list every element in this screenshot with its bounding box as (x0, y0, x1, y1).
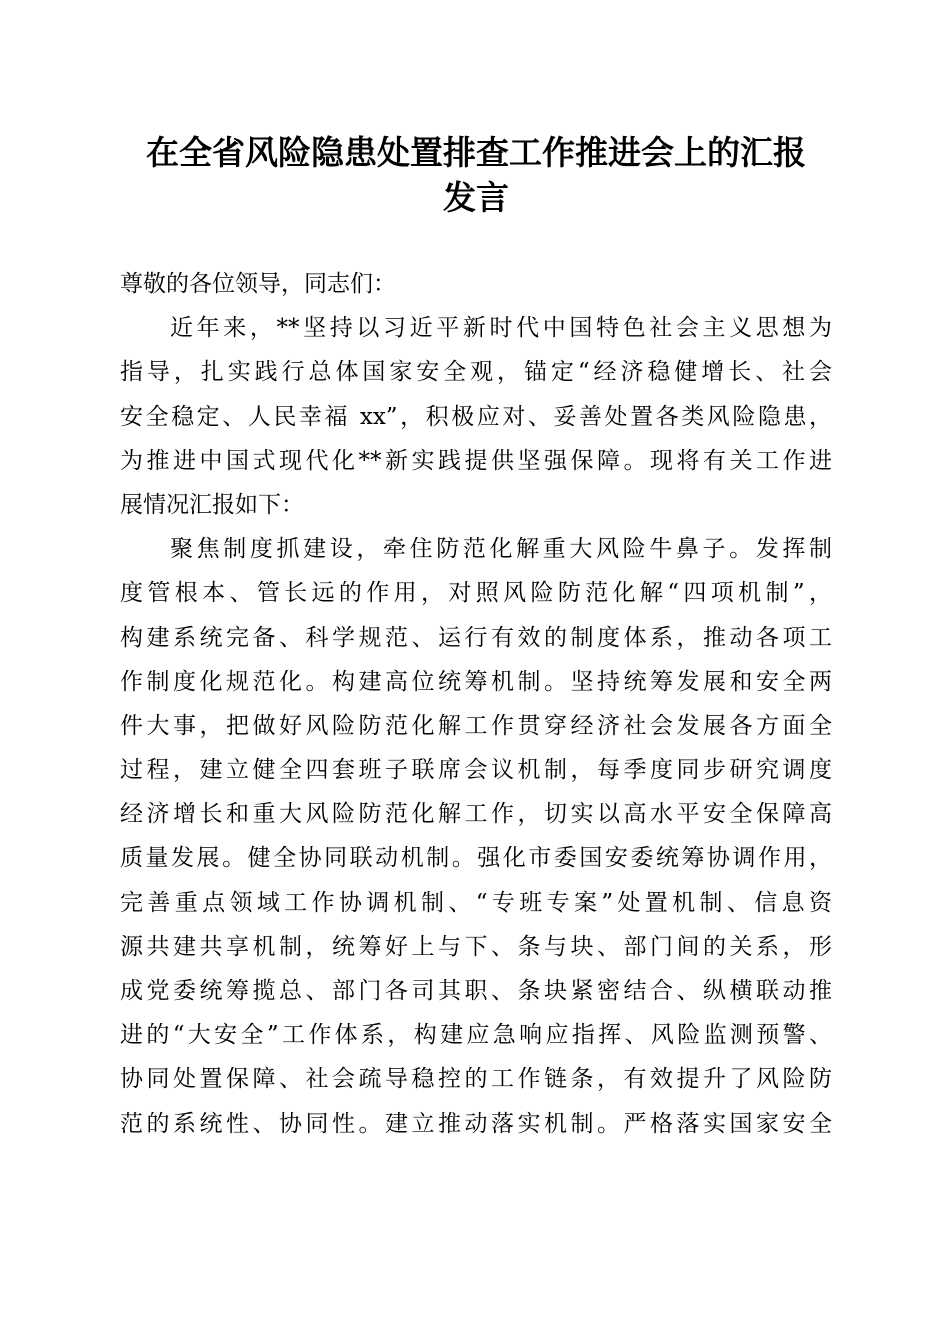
paragraph-1-line-3: 安全稳定、人民幸福 xx”，积极应对、妥善处置各类风险隐患， (120, 403, 832, 430)
paragraph-2-line-7: 经济增长和重大风险防范化解工作，切实以高水平安全保障高 (120, 801, 832, 828)
paragraph-1-line-5: 展情况汇报如下： (120, 491, 304, 518)
paragraph-2-line-13: 协同处置保障、社会疏导稳控的工作链条，有效提升了风险防 (120, 1066, 832, 1093)
paragraph-1-line-2: 指导，扎实践行总体国家安全观，锚定“经济稳健增长、社会 (120, 359, 832, 386)
paragraph-2-line-11: 成党委统筹揽总、部门各司其职、条块紧密结合、纵横联动推 (120, 978, 832, 1004)
document-body (120, 262, 832, 1146)
document-page (120, 130, 832, 1146)
paragraph-1 (120, 306, 832, 527)
paragraph-2 (120, 527, 832, 1146)
paragraph-2-line-12: 进的“大安全”工作体系，构建应急响应指挥、风险监测预警、 (120, 1022, 832, 1049)
paragraph-1-line-1: 近年来，**坚持以习近平新时代中国特色社会主义思想为 (170, 315, 832, 342)
paragraph-2-line-2: 度管根本、管长远的作用，对照风险防范化解“四项机制”， (120, 580, 832, 607)
paragraph-2-line-3: 构建系统完备、科学规范、运行有效的制度体系，推动各项工 (120, 624, 832, 651)
paragraph-2-line-14: 范的系统性、协同性。建立推动落实机制。严格落实国家安全 (120, 1110, 832, 1137)
paragraph-2-line-5: 件大事，把做好风险防范化解工作贯穿经济社会发展各方面全 (120, 712, 832, 739)
title-line-1: 在全省风险隐患处置排查工作推进会上的汇报 (146, 133, 806, 172)
paragraph-2-line-10: 源共建共享机制，统筹好上与下、条与块、部门间的关系，形 (120, 933, 832, 960)
paragraph-2-line-1: 聚焦制度抓建设，牵住防范化解重大风险牛鼻子。发挥制 (170, 536, 832, 563)
document-title (110, 130, 842, 220)
paragraph-2-line-8: 质量发展。健全协同联动机制。强化市委国安委统筹协调作用， (120, 845, 832, 872)
salutation: 尊敬的各位领导，同志们： (120, 271, 396, 297)
paragraph-1-line-4: 为推进中国式现代化**新实践提供坚强保障。现将有关工作进 (120, 447, 832, 474)
paragraph-2-line-6: 过程，建立健全四套班子联席会议机制，每季度同步研究调度 (120, 757, 832, 784)
paragraph-2-line-9: 完善重点领域工作协调机制、“专班专案”处置机制、信息资 (120, 889, 832, 916)
title-line-2: 发言 (443, 178, 509, 217)
paragraph-2-line-4: 作制度化规范化。构建高位统筹机制。坚持统筹发展和安全两 (120, 668, 832, 695)
